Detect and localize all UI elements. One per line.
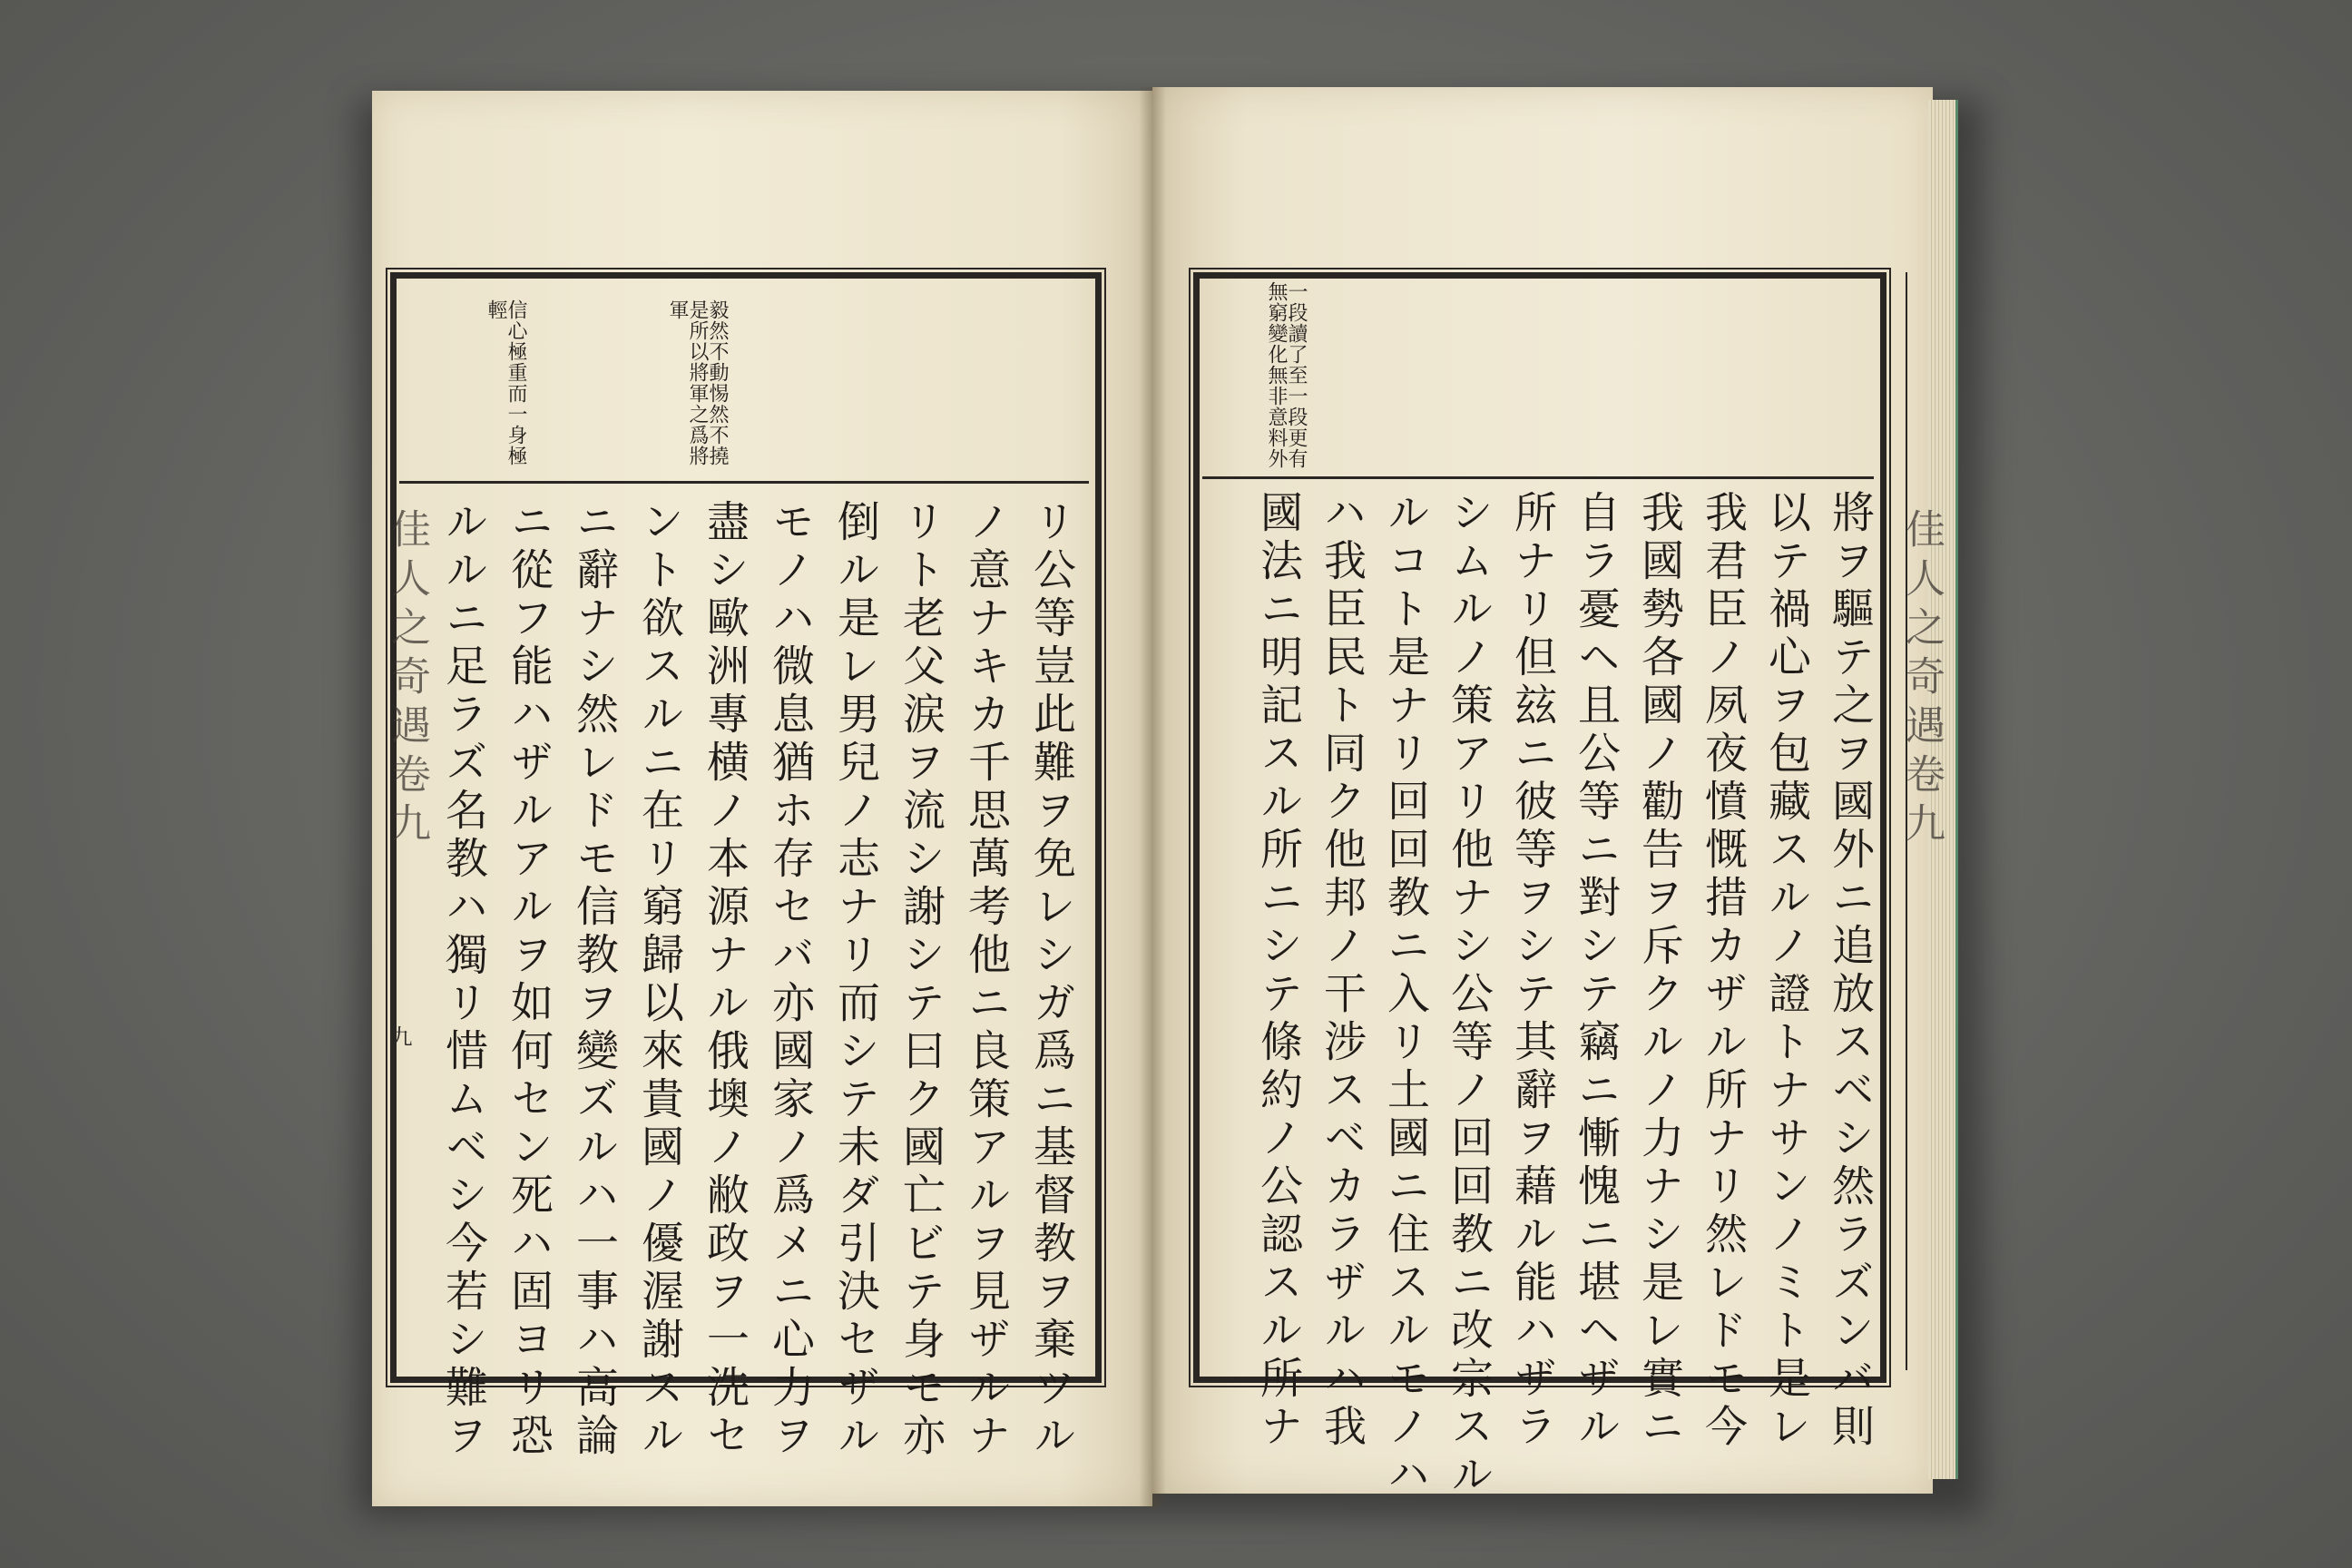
right-header-rule [1202,476,1874,479]
right-column-1: 將ヲ驅テ之ヲ國外ニ追放スベシ然ラズンバ則 [1825,490,1875,1452]
right-column-9: ハ我臣民ト同ク他邦ノ干涉スベカラザルハ我 [1317,490,1367,1452]
left-column-4: 倒ル是レ男兒ノ志ナリ而シテ未ダ引決セザル [830,499,880,1461]
left-margin-running-title: 佳人之奇遇卷九 [384,508,430,851]
right-header-note-1: 一段讀了至一段更有無窮變化無非意料外 [1265,281,1308,469]
right-column-3: 我君臣ノ夙夜憤慨措カザル所ナリ然レドモ今 [1698,490,1748,1452]
left-column-7: ント欲スルニ在リ窮歸以來貴國ノ優渥謝スル [634,499,684,1461]
left-column-2: ノ意ナキカ千思萬考他ニ良策アルヲ見ザルナ [961,499,1011,1461]
left-column-3: リト老父涙ヲ流シ謝シテ曰ク國亡ビテ身モ亦 [896,499,946,1461]
left-column-6: 盡シ歐洲專横ノ本源ナル俄墺ノ敝政ヲ一洗セ [700,499,750,1461]
right-column-4: 我國勢各國ノ勸告ヲ斥クルノ力ナシ是レ實ニ [1634,490,1684,1452]
book-gutter [1139,87,1166,1507]
right-column-8: ルコト是ナリ回回教ニ入リ土國ニ住スルモノハ [1380,490,1430,1500]
left-column-5: モノハ微息猶ホ存セバ亦國家ノ爲メニ心力ヲ [765,499,815,1461]
right-column-2: 以テ禍心ヲ包藏スルノ證トナサンノミト是レ [1761,490,1811,1452]
left-column-9: ニ從フ能ハザルアルヲ如何セン死ハ固ヨリ恐 [504,499,554,1461]
right-column-5: 自ラ憂ヘ且公等ニ對シテ竊ニ慚愧ニ堪ヘザル [1571,490,1621,1452]
left-column-1: リ公等豈此難ヲ免レシガ爲ニ基督教ヲ棄ツル [1026,499,1076,1461]
left-header-note-2: 信心極重而一身極輕 [485,299,527,466]
left-column-8: ニ辭ナシ然レドモ信教ヲ變ズルハ一事ハ高論 [569,499,619,1461]
right-column-6: 所ナリ但玆ニ彼等ヲシテ其辭ヲ藉ル能ハザラ [1507,490,1557,1452]
left-header-rule [399,481,1089,484]
right-margin-running-title: 佳人之奇遇卷九 [1898,508,1945,851]
left-folio-number: 九 [387,1025,412,1047]
left-column-10: ルルニ足ラズ名教ハ獨リ惜ムベシ今若シ難ヲ [438,499,488,1461]
right-column-7: シムルノ策アリ他ナシ公等ノ回回教ニ改宗スル [1444,490,1494,1500]
right-column-10: 國法ニ明記スル所ニシテ條約ノ公認スル所ナ [1253,490,1303,1452]
left-header-note-1: 毅然不動惕然不撓是所以將軍之爲將軍 [666,299,729,466]
